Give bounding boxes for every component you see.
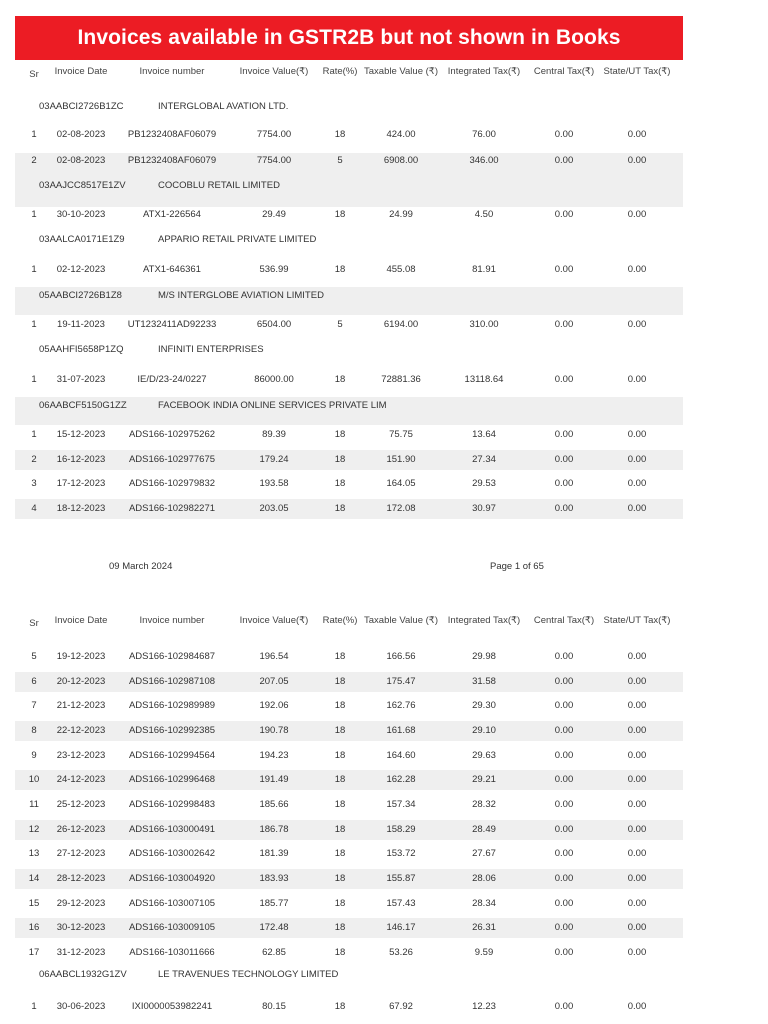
cell-cgst: 0.00 bbox=[554, 700, 574, 711]
cell-igst: 4.50 bbox=[474, 209, 494, 220]
cell-date: 02-12-2023 bbox=[56, 264, 106, 275]
cell-taxable: 424.00 bbox=[386, 129, 416, 140]
cell-cgst: 0.00 bbox=[554, 799, 574, 810]
supplier-group bbox=[15, 397, 683, 425]
cell-sr: 17 bbox=[28, 947, 40, 958]
cell-igst: 28.06 bbox=[472, 873, 496, 884]
table-row bbox=[15, 450, 683, 470]
cell-value: 536.99 bbox=[259, 264, 289, 275]
cell-taxable: 155.87 bbox=[386, 873, 416, 884]
cell-taxable: 53.26 bbox=[389, 947, 413, 958]
cell-value: 193.58 bbox=[259, 478, 289, 489]
cell-rate: 18 bbox=[334, 725, 346, 736]
cell-igst: 30.97 bbox=[472, 503, 496, 514]
cell-sgst: 0.00 bbox=[627, 799, 647, 810]
cell-igst: 26.31 bbox=[472, 922, 496, 933]
cell-sgst: 0.00 bbox=[627, 676, 647, 687]
cell-rate: 18 bbox=[334, 454, 346, 465]
cell-rate: 18 bbox=[334, 374, 346, 385]
cell-igst: 13118.64 bbox=[464, 374, 504, 385]
cell-sr: 15 bbox=[28, 898, 40, 909]
cell-invoice: ADS166-102987108 bbox=[128, 676, 216, 687]
cell-igst: 29.63 bbox=[472, 750, 496, 761]
cell-rate: 18 bbox=[334, 503, 346, 514]
supplier-name: INTERGLOBAL AVATION LTD. bbox=[158, 101, 289, 112]
cell-cgst: 0.00 bbox=[554, 1001, 574, 1012]
cell-sr: 12 bbox=[28, 824, 40, 835]
cell-invoice: ADS166-103007105 bbox=[128, 898, 216, 909]
cell-igst: 31.58 bbox=[472, 676, 496, 687]
cell-rate: 18 bbox=[334, 209, 346, 220]
table-row bbox=[15, 869, 683, 889]
cell-date: 29-12-2023 bbox=[56, 898, 106, 909]
cell-invoice: PB1232408AF06079 bbox=[127, 129, 217, 140]
table-row bbox=[15, 129, 683, 145]
cell-igst: 28.49 bbox=[472, 824, 496, 835]
cell-sgst: 0.00 bbox=[627, 774, 647, 785]
cell-value: 190.78 bbox=[259, 725, 289, 736]
cell-date: 18-12-2023 bbox=[56, 503, 106, 514]
cell-sgst: 0.00 bbox=[627, 155, 647, 166]
supplier-gstin: 05AAHFI5658P1ZQ bbox=[39, 344, 124, 355]
cell-date: 21-12-2023 bbox=[56, 700, 106, 711]
cell-taxable: 72881.36 bbox=[381, 374, 421, 385]
table-row bbox=[15, 770, 683, 790]
table-row bbox=[15, 894, 683, 914]
cell-sr: 14 bbox=[28, 873, 40, 884]
cell-rate: 18 bbox=[334, 750, 346, 761]
cell-date: 15-12-2023 bbox=[56, 429, 106, 440]
cell-cgst: 0.00 bbox=[554, 209, 574, 220]
cell-sgst: 0.00 bbox=[627, 319, 647, 330]
cell-cgst: 0.00 bbox=[554, 503, 574, 514]
cell-sr: 1 bbox=[31, 429, 37, 440]
cell-cgst: 0.00 bbox=[554, 898, 574, 909]
cell-cgst: 0.00 bbox=[554, 478, 574, 489]
cell-taxable: 67.92 bbox=[389, 1001, 413, 1012]
table-row bbox=[15, 696, 683, 716]
cell-invoice: ADS166-102998483 bbox=[128, 799, 216, 810]
table-header bbox=[15, 615, 683, 629]
cell-sgst: 0.00 bbox=[627, 848, 647, 859]
cell-sgst: 0.00 bbox=[627, 898, 647, 909]
cell-invoice: UT1232411AD92233 bbox=[127, 319, 217, 330]
cell-invoice: ADS166-103009105 bbox=[128, 922, 216, 933]
supplier-name: FACEBOOK INDIA ONLINE SERVICES PRIVATE LIM bbox=[158, 400, 387, 411]
footer-date: 09 March 2024 bbox=[109, 561, 173, 572]
supplier-gstin: 03AABCI2726B1ZC bbox=[39, 101, 124, 112]
cell-sr: 2 bbox=[31, 454, 37, 465]
cell-date: 30-10-2023 bbox=[56, 209, 106, 220]
cell-invoice: ATX1-646361 bbox=[143, 264, 201, 275]
cell-value: 80.15 bbox=[262, 1001, 286, 1012]
cell-rate: 18 bbox=[334, 848, 346, 859]
cell-taxable: 157.34 bbox=[386, 799, 416, 810]
cell-invoice: ADS166-102994564 bbox=[128, 750, 216, 761]
cell-value: 207.05 bbox=[259, 676, 289, 687]
cell-sr: 10 bbox=[28, 774, 40, 785]
cell-rate: 18 bbox=[334, 824, 346, 835]
cell-igst: 81.91 bbox=[472, 264, 496, 275]
cell-value: 172.48 bbox=[259, 922, 289, 933]
cell-invoice: ATX1-226564 bbox=[143, 209, 201, 220]
cell-sgst: 0.00 bbox=[627, 478, 647, 489]
cell-cgst: 0.00 bbox=[554, 725, 574, 736]
supplier-group bbox=[15, 344, 683, 360]
cell-taxable: 6194.00 bbox=[383, 319, 419, 330]
cell-igst: 29.98 bbox=[472, 651, 496, 662]
cell-sgst: 0.00 bbox=[627, 922, 647, 933]
cell-invoice: ADS166-103000491 bbox=[128, 824, 216, 835]
supplier-group bbox=[15, 99, 683, 115]
cell-cgst: 0.00 bbox=[554, 774, 574, 785]
page-title: Invoices available in GSTR2B but not shown in Books bbox=[15, 16, 683, 60]
header-invoice: Invoice number bbox=[139, 615, 205, 626]
cell-igst: 28.34 bbox=[472, 898, 496, 909]
cell-date: 20-12-2023 bbox=[56, 676, 106, 687]
cell-invoice: ADS166-102982271 bbox=[128, 503, 216, 514]
header-sgst: State/UT Tax(₹) bbox=[603, 66, 671, 77]
cell-igst: 310.00 bbox=[469, 319, 499, 330]
footer-page: Page 1 of 65 bbox=[490, 561, 544, 572]
cell-invoice: ADS166-103002642 bbox=[128, 848, 216, 859]
cell-rate: 18 bbox=[334, 947, 346, 958]
table-row bbox=[15, 795, 683, 815]
cell-taxable: 455.08 bbox=[386, 264, 416, 275]
cell-cgst: 0.00 bbox=[554, 947, 574, 958]
cell-sgst: 0.00 bbox=[627, 503, 647, 514]
cell-sr: 11 bbox=[29, 799, 39, 810]
table-header bbox=[15, 66, 683, 80]
cell-value: 192.06 bbox=[259, 700, 289, 711]
header-sr: Sr bbox=[29, 618, 39, 629]
header-sgst: State/UT Tax(₹) bbox=[603, 615, 671, 626]
cell-invoice: ADS166-102975262 bbox=[128, 429, 216, 440]
cell-sr: 1 bbox=[31, 129, 37, 140]
cell-date: 23-12-2023 bbox=[56, 750, 106, 761]
cell-sr: 6 bbox=[31, 676, 37, 687]
cell-date: 31-07-2023 bbox=[56, 374, 106, 385]
cell-cgst: 0.00 bbox=[554, 873, 574, 884]
cell-value: 185.66 bbox=[259, 799, 289, 810]
table-row bbox=[15, 721, 683, 741]
cell-sr: 1 bbox=[31, 209, 37, 220]
cell-sgst: 0.00 bbox=[627, 700, 647, 711]
cell-rate: 5 bbox=[337, 319, 343, 330]
cell-invoice: PB1232408AF06079 bbox=[127, 155, 217, 166]
cell-value: 186.78 bbox=[259, 824, 289, 835]
cell-taxable: 166.56 bbox=[386, 651, 416, 662]
table-row bbox=[15, 374, 683, 390]
cell-sgst: 0.00 bbox=[627, 454, 647, 465]
cell-taxable: 6908.00 bbox=[383, 155, 419, 166]
cell-value: 179.24 bbox=[259, 454, 289, 465]
cell-sgst: 0.00 bbox=[627, 824, 647, 835]
header-date: Invoice Date bbox=[54, 66, 108, 77]
cell-date: 16-12-2023 bbox=[56, 454, 106, 465]
header-rate: Rate(%) bbox=[322, 66, 358, 77]
cell-igst: 29.30 bbox=[472, 700, 496, 711]
cell-cgst: 0.00 bbox=[554, 429, 574, 440]
cell-sr: 13 bbox=[28, 848, 40, 859]
cell-taxable: 161.68 bbox=[386, 725, 416, 736]
cell-rate: 18 bbox=[334, 129, 346, 140]
cell-date: 24-12-2023 bbox=[56, 774, 106, 785]
cell-sr: 7 bbox=[31, 700, 37, 711]
cell-value: 194.23 bbox=[259, 750, 289, 761]
cell-cgst: 0.00 bbox=[554, 750, 574, 761]
cell-value: 183.93 bbox=[259, 873, 289, 884]
cell-date: 31-12-2023 bbox=[56, 947, 106, 958]
cell-value: 6504.00 bbox=[256, 319, 292, 330]
cell-cgst: 0.00 bbox=[554, 374, 574, 385]
header-date: Invoice Date bbox=[54, 615, 108, 626]
cell-sgst: 0.00 bbox=[627, 1001, 647, 1012]
supplier-name: APPARIO RETAIL PRIVATE LIMITED bbox=[158, 234, 317, 245]
cell-taxable: 162.28 bbox=[386, 774, 416, 785]
cell-date: 02-08-2023 bbox=[56, 155, 106, 166]
cell-sgst: 0.00 bbox=[627, 129, 647, 140]
table-row bbox=[15, 943, 683, 963]
cell-value: 89.39 bbox=[262, 429, 286, 440]
cell-sgst: 0.00 bbox=[627, 429, 647, 440]
cell-date: 26-12-2023 bbox=[56, 824, 106, 835]
table-row bbox=[15, 672, 683, 692]
header-sr: Sr bbox=[29, 69, 39, 80]
header-rate: Rate(%) bbox=[322, 615, 358, 626]
cell-cgst: 0.00 bbox=[554, 264, 574, 275]
supplier-group bbox=[15, 234, 683, 250]
cell-sgst: 0.00 bbox=[627, 873, 647, 884]
table-row bbox=[15, 153, 683, 207]
cell-rate: 18 bbox=[334, 799, 346, 810]
cell-sr: 3 bbox=[31, 478, 37, 489]
cell-igst: 29.53 bbox=[472, 478, 496, 489]
table-row bbox=[15, 820, 683, 840]
cell-cgst: 0.00 bbox=[554, 319, 574, 330]
header-value: Invoice Value(₹) bbox=[239, 66, 309, 77]
header-invoice: Invoice number bbox=[139, 66, 205, 77]
cell-value: 86000.00 bbox=[254, 374, 294, 385]
cell-sgst: 0.00 bbox=[627, 374, 647, 385]
cell-rate: 18 bbox=[334, 1001, 346, 1012]
cell-taxable: 164.60 bbox=[386, 750, 416, 761]
cell-date: 22-12-2023 bbox=[56, 725, 106, 736]
cell-date: 19-11-2023 bbox=[57, 319, 105, 330]
cell-cgst: 0.00 bbox=[554, 848, 574, 859]
cell-sr: 5 bbox=[31, 651, 37, 662]
cell-cgst: 0.00 bbox=[554, 129, 574, 140]
cell-rate: 18 bbox=[334, 478, 346, 489]
supplier-gstin: 06AABCL1932G1ZV bbox=[39, 969, 127, 980]
cell-rate: 5 bbox=[337, 155, 343, 166]
cell-cgst: 0.00 bbox=[554, 676, 574, 687]
header-igst: Integrated Tax(₹) bbox=[447, 66, 521, 77]
table-row bbox=[15, 844, 683, 864]
cell-cgst: 0.00 bbox=[554, 155, 574, 166]
cell-igst: 13.64 bbox=[472, 429, 496, 440]
cell-date: 17-12-2023 bbox=[56, 478, 106, 489]
table-row bbox=[15, 918, 683, 938]
cell-sr: 4 bbox=[31, 503, 37, 514]
cell-igst: 29.21 bbox=[472, 774, 496, 785]
cell-taxable: 146.17 bbox=[386, 922, 416, 933]
cell-invoice: ADS166-102979832 bbox=[128, 478, 216, 489]
cell-taxable: 24.99 bbox=[389, 209, 413, 220]
supplier-gstin: 03AAJCC8517E1ZV bbox=[39, 180, 126, 191]
cell-sgst: 0.00 bbox=[627, 209, 647, 220]
cell-value: 181.39 bbox=[259, 848, 289, 859]
supplier-name: COCOBLU RETAIL LIMITED bbox=[158, 180, 280, 191]
cell-sgst: 0.00 bbox=[627, 725, 647, 736]
cell-rate: 18 bbox=[334, 429, 346, 440]
cell-cgst: 0.00 bbox=[554, 824, 574, 835]
cell-invoice: ADS166-102977675 bbox=[128, 454, 216, 465]
cell-cgst: 0.00 bbox=[554, 651, 574, 662]
cell-igst: 28.32 bbox=[472, 799, 496, 810]
table-row bbox=[15, 746, 683, 766]
cell-rate: 18 bbox=[334, 873, 346, 884]
supplier-name: LE TRAVENUES TECHNOLOGY LIMITED bbox=[158, 969, 339, 980]
supplier-name: INFINITI ENTERPRISES bbox=[158, 344, 264, 355]
cell-sr: 1 bbox=[31, 264, 37, 275]
cell-taxable: 157.43 bbox=[386, 898, 416, 909]
cell-invoice: ADS166-102989989 bbox=[128, 700, 216, 711]
cell-taxable: 151.90 bbox=[386, 454, 416, 465]
cell-sgst: 0.00 bbox=[627, 750, 647, 761]
cell-invoice: ADS166-102992385 bbox=[128, 725, 216, 736]
cell-taxable: 164.05 bbox=[386, 478, 416, 489]
header-taxable: Taxable Value (₹) bbox=[364, 615, 438, 626]
table-row bbox=[15, 425, 683, 445]
cell-invoice: ADS166-103004920 bbox=[128, 873, 216, 884]
cell-invoice: ADS166-102984687 bbox=[128, 651, 216, 662]
cell-rate: 18 bbox=[334, 898, 346, 909]
cell-date: 27-12-2023 bbox=[56, 848, 106, 859]
cell-sgst: 0.00 bbox=[627, 651, 647, 662]
cell-rate: 18 bbox=[334, 700, 346, 711]
cell-date: 02-08-2023 bbox=[56, 129, 106, 140]
cell-taxable: 153.72 bbox=[386, 848, 416, 859]
cell-sr: 1 bbox=[31, 374, 37, 385]
cell-igst: 27.67 bbox=[472, 848, 496, 859]
cell-taxable: 172.08 bbox=[386, 503, 416, 514]
cell-invoice: ADS166-102996468 bbox=[128, 774, 216, 785]
cell-sgst: 0.00 bbox=[627, 264, 647, 275]
cell-value: 7754.00 bbox=[256, 155, 292, 166]
cell-taxable: 158.29 bbox=[386, 824, 416, 835]
header-value: Invoice Value(₹) bbox=[239, 615, 309, 626]
cell-rate: 18 bbox=[334, 922, 346, 933]
cell-taxable: 75.75 bbox=[389, 429, 413, 440]
table-row bbox=[15, 499, 683, 519]
header-cgst: Central Tax(₹) bbox=[533, 66, 595, 77]
header-taxable: Taxable Value (₹) bbox=[364, 66, 438, 77]
supplier-gstin: 05AABCI2726B1Z8 bbox=[39, 290, 122, 301]
cell-cgst: 0.00 bbox=[554, 454, 574, 465]
table-row bbox=[15, 647, 683, 667]
cell-invoice: IE/D/23-24/0227 bbox=[137, 374, 207, 385]
cell-sr: 16 bbox=[28, 922, 40, 933]
table-row bbox=[15, 264, 683, 280]
cell-sr: 8 bbox=[31, 725, 37, 736]
supplier-group bbox=[15, 969, 683, 985]
cell-sr: 9 bbox=[31, 750, 37, 761]
cell-igst: 12.23 bbox=[472, 1001, 496, 1012]
table-row bbox=[15, 319, 683, 335]
cell-igst: 27.34 bbox=[472, 454, 496, 465]
cell-rate: 18 bbox=[334, 264, 346, 275]
header-igst: Integrated Tax(₹) bbox=[447, 615, 521, 626]
cell-sgst: 0.00 bbox=[627, 947, 647, 958]
cell-rate: 18 bbox=[334, 774, 346, 785]
cell-sr: 1 bbox=[31, 319, 37, 330]
cell-value: 7754.00 bbox=[256, 129, 292, 140]
cell-sr: 1 bbox=[31, 1001, 37, 1012]
cell-taxable: 175.47 bbox=[386, 676, 416, 687]
table-row bbox=[15, 997, 683, 1017]
supplier-gstin: 03AALCA0171E1Z9 bbox=[39, 234, 125, 245]
header-cgst: Central Tax(₹) bbox=[533, 615, 595, 626]
cell-date: 19-12-2023 bbox=[56, 651, 106, 662]
cell-date: 28-12-2023 bbox=[56, 873, 106, 884]
cell-sr: 2 bbox=[31, 155, 37, 166]
cell-igst: 76.00 bbox=[472, 129, 496, 140]
cell-value: 62.85 bbox=[262, 947, 286, 958]
cell-igst: 9.59 bbox=[474, 947, 494, 958]
cell-value: 203.05 bbox=[259, 503, 289, 514]
cell-value: 196.54 bbox=[259, 651, 289, 662]
cell-invoice: ADS166-103011666 bbox=[129, 947, 215, 958]
table-row bbox=[15, 474, 683, 494]
supplier-group bbox=[15, 287, 683, 315]
cell-date: 30-12-2023 bbox=[56, 922, 106, 933]
cell-value: 185.77 bbox=[259, 898, 289, 909]
cell-rate: 18 bbox=[334, 676, 346, 687]
supplier-name: M/S INTERGLOBE AVIATION LIMITED bbox=[158, 290, 324, 301]
cell-date: 25-12-2023 bbox=[56, 799, 106, 810]
cell-cgst: 0.00 bbox=[554, 922, 574, 933]
table-row bbox=[15, 209, 683, 225]
cell-value: 191.49 bbox=[259, 774, 289, 785]
cell-igst: 346.00 bbox=[469, 155, 499, 166]
cell-igst: 29.10 bbox=[472, 725, 496, 736]
cell-invoice: IXI0000053982241 bbox=[131, 1001, 213, 1012]
supplier-gstin: 06AABCF5150G1ZZ bbox=[39, 400, 127, 411]
cell-taxable: 162.76 bbox=[386, 700, 416, 711]
cell-date: 30-06-2023 bbox=[56, 1001, 106, 1012]
cell-rate: 18 bbox=[334, 651, 346, 662]
cell-value: 29.49 bbox=[262, 209, 286, 220]
